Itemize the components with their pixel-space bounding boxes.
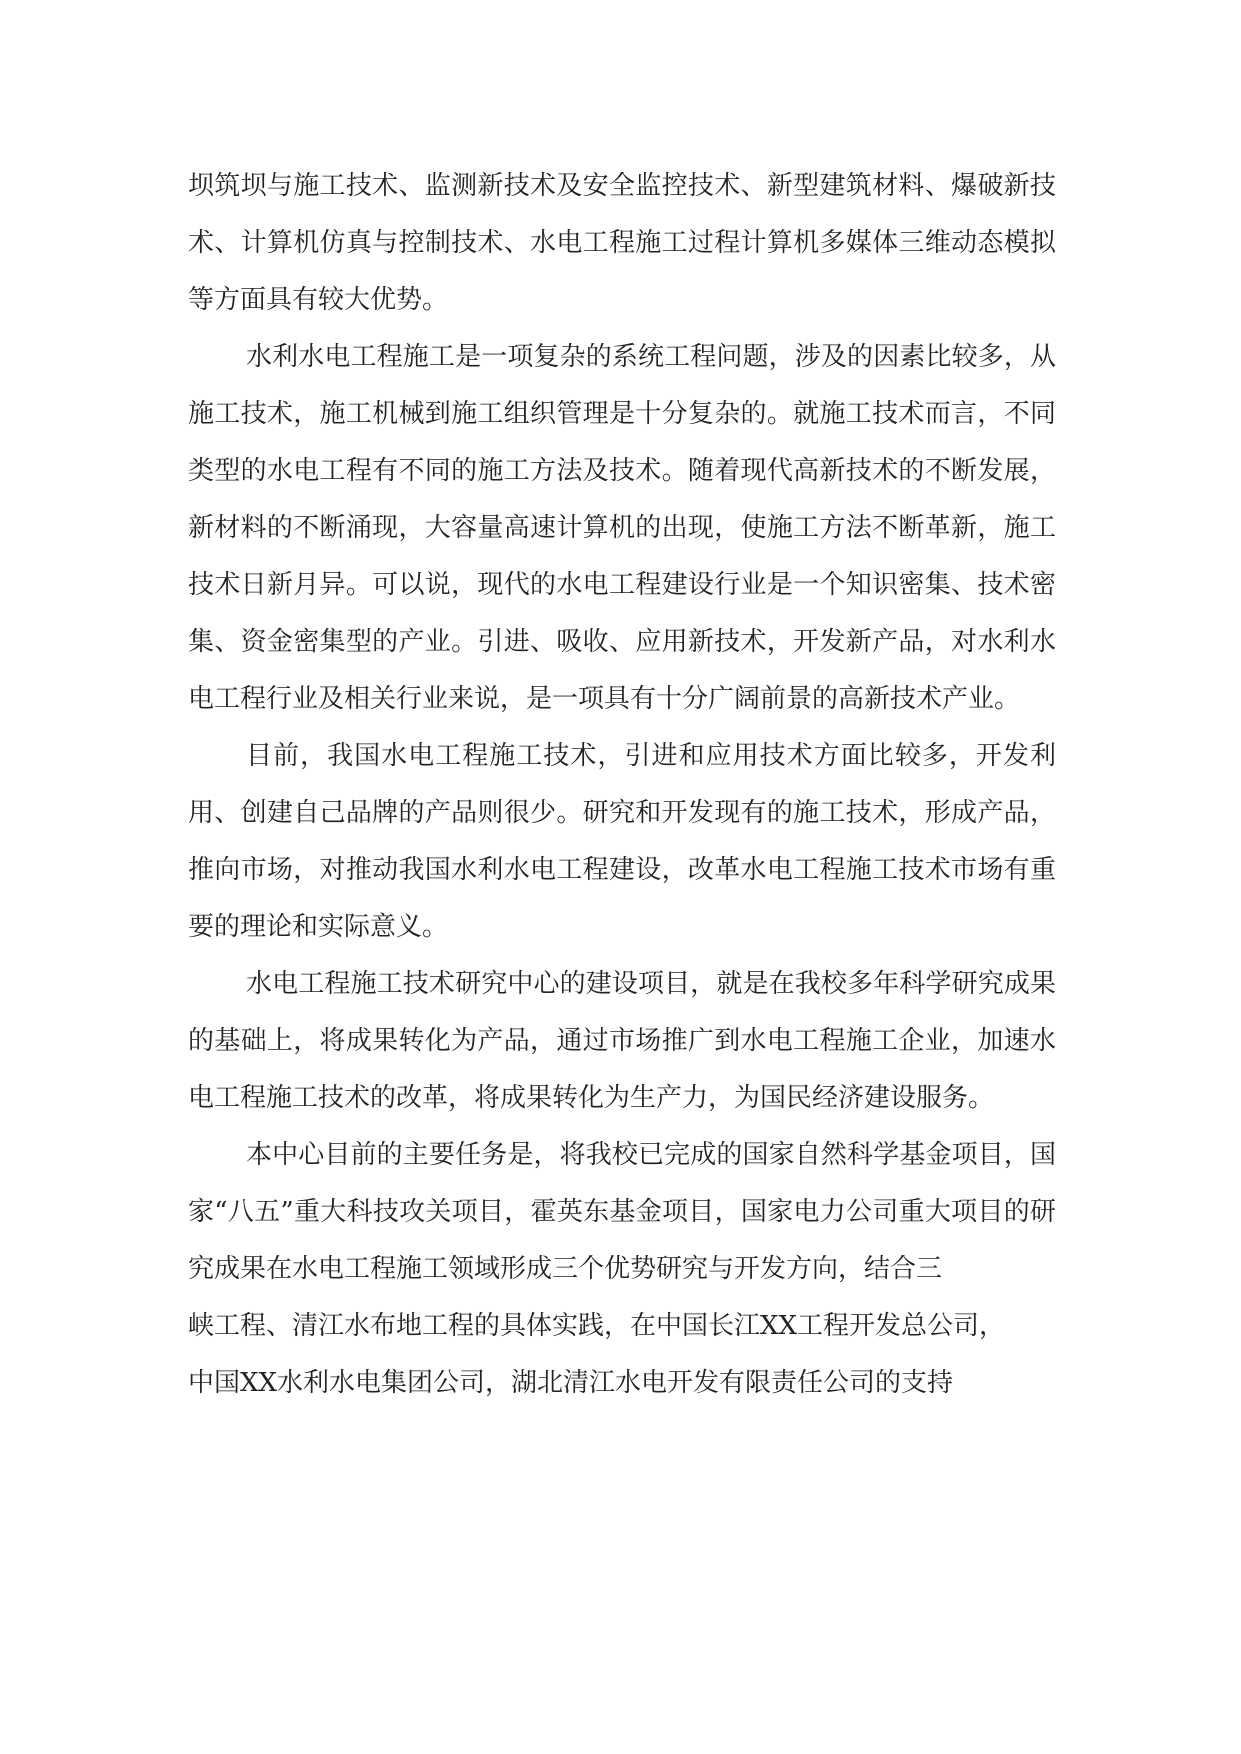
paragraph-construction-complexity: 水利水电工程施工是一项复杂的系统工程问题，涉及的因素比较多，从施工技术，施工机械到施工组织管理是十分复杂的。就施工技术而言，不同类型的水电工程有不同的施工方法及技术。随着现代高新技术的不断发展，新材料的不断涌现，大容量高速计算机的出现，使施工方法不断革新，施工技术日新月异。可以说，现代的水电工程建设行业是一个知识密集、技术密集、资金密集型的产业。引进、吸收、应用新技术，开发新产品，对水利水电工程行业及相关行业来说，是一项具有十分广阔前景的高新技术产业。 bbox=[188, 342, 1056, 714]
paragraph-research-center: 水电工程施工技术研究中心的建设项目，就是在我校多年科学研究成果的基础上，将成果转化为产品，通过市场推广到水电工程施工企业，加速水电工程施工技术的改革，将成果转化为生产力，为国民经济建设服务。 bbox=[188, 969, 1056, 1113]
document-body bbox=[188, 158, 1056, 1412]
paragraph-practice-line-1: 峡工程、清江水布地工程的具体实践，在中国长江XX工程开发总公司， bbox=[188, 1311, 1006, 1341]
paragraph-continuation: 坝筑坝与施工技术、监测新技术及安全监控技术、新型建筑材料、爆破新技术、计算机仿真与控制技术、水电工程施工过程计算机多媒体三维动态模拟等方面具有较大优势。 bbox=[188, 171, 1056, 315]
paragraph-practice-line-2: 中国XX水利水电集团公司，湖北清江水电开发有限责任公司的支持 bbox=[188, 1368, 954, 1398]
paragraph-current-status: 目前，我国水电工程施工技术，引进和应用技术方面比较多，开发利用、创建自己品牌的产品则很少。研究和开发现有的施工技术，形成产品，推向市场，对推动我国水利水电工程建设，改革水电工程施工技术市场有重要的理论和实际意义。 bbox=[188, 741, 1056, 942]
paragraph-main-tasks: 本中心目前的主要任务是，将我校已完成的国家自然科学基金项目，国家“八五”重大科技攻关项目，霍英东基金项目，国家电力公司重大项目的研究成果在水电工程施工领域形成三个优势研究与开发方向，结合三 bbox=[188, 1140, 1056, 1284]
